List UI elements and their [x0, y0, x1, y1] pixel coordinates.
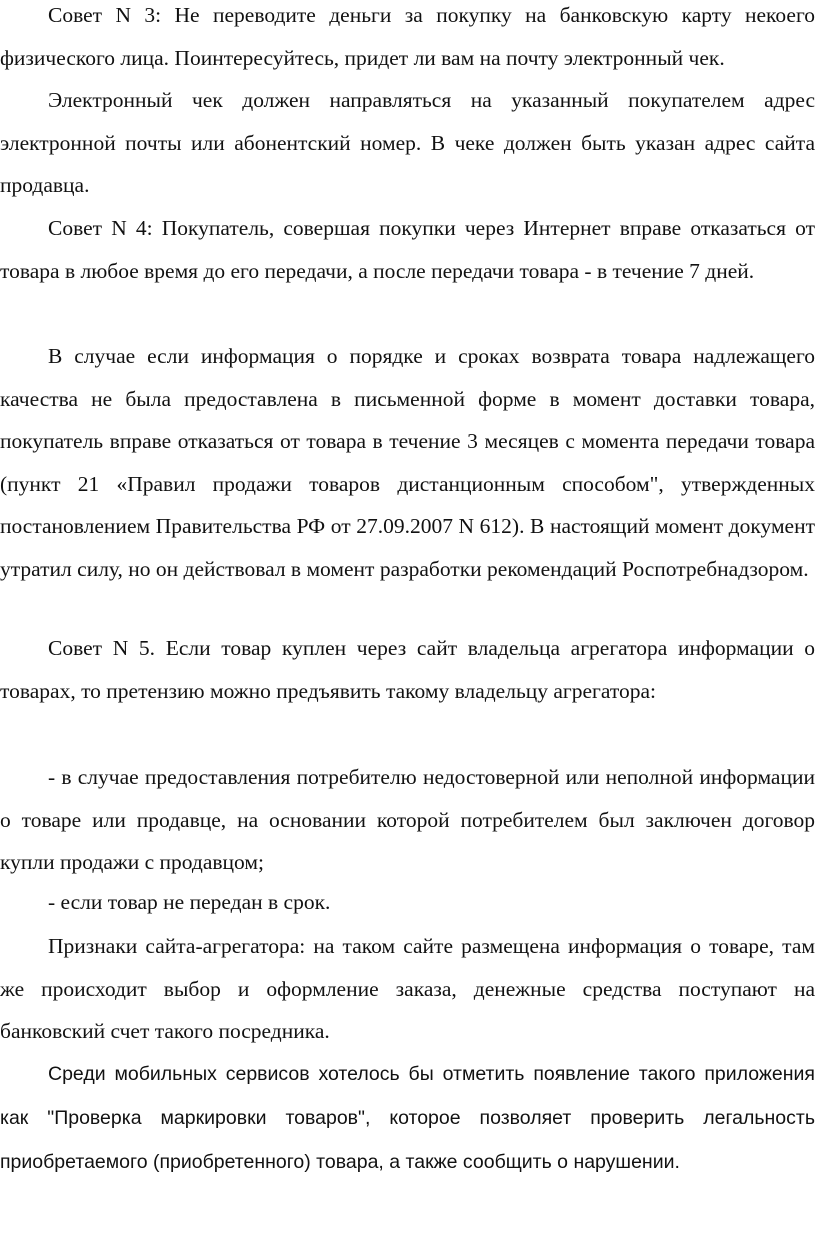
- paragraph-list-item-1: - в случае предоставления потребителю недостоверной или неполной информации о товаре или продавце, на основании которой потребителем был заключен договор купли продажи с продавцом;: [0, 765, 815, 874]
- paragraph-mobile-services: Среди мобильных сервисов хотелось бы отметить появление такого приложения как "Проверка маркировки товаров", которое позволяет проверить легальность приобретаемого (приобретенного) товара, а также сообщить о нарушении.: [0, 1063, 815, 1173]
- paragraph-advice-4: Совет N 4: Покупатель, совершая покупки через Интернет вправе отказаться от товара в любое время до его передачи, а после передачи товара - в течение 7 дней.: [0, 216, 815, 283]
- paragraph-electronic-receipt: Электронный чек должен направляться на указанный покупателем адрес электронной почты или абонентский номер. В чеке должен быть указан адрес сайта продавца.: [0, 88, 815, 197]
- paragraph-advice-3: Совет N 3: Не переводите деньги за покупку на банковскую карту некоего физического лица. Поинтересуйтесь, придет ли вам на почту электронный чек.: [0, 3, 815, 70]
- paragraph-return-rules: В случае если информация о порядке и сроках возврата товара надлежащего качества не была предоставлена в письменной форме в момент доставки товара, покупатель вправе отказаться от товара в течение 3 месяцев с момента передачи товара (пункт 21 «Правил продажи товаров дистанционным способом", утвержденных постановлением Правительства РФ от 27.09.2007 N 612). В настоящий момент документ утратил силу, но он действовал в момент разработки рекомендаций Роспотребнадзором.: [0, 344, 815, 581]
- paragraph-aggregator-signs: Признаки сайта-агрегатора: на таком сайте размещена информация о товаре, там же происходит выбор и оформление заказа, денежные средства поступают на банковский счет такого посредника.: [0, 934, 815, 1043]
- paragraph-list-item-2: - если товар не передан в срок.: [48, 890, 331, 914]
- paragraph-advice-5: Совет N 5. Если товар куплен через сайт владельца агрегатора информации о товарах, то претензию можно предъявить такому владельцу агрегатора:: [0, 636, 815, 703]
